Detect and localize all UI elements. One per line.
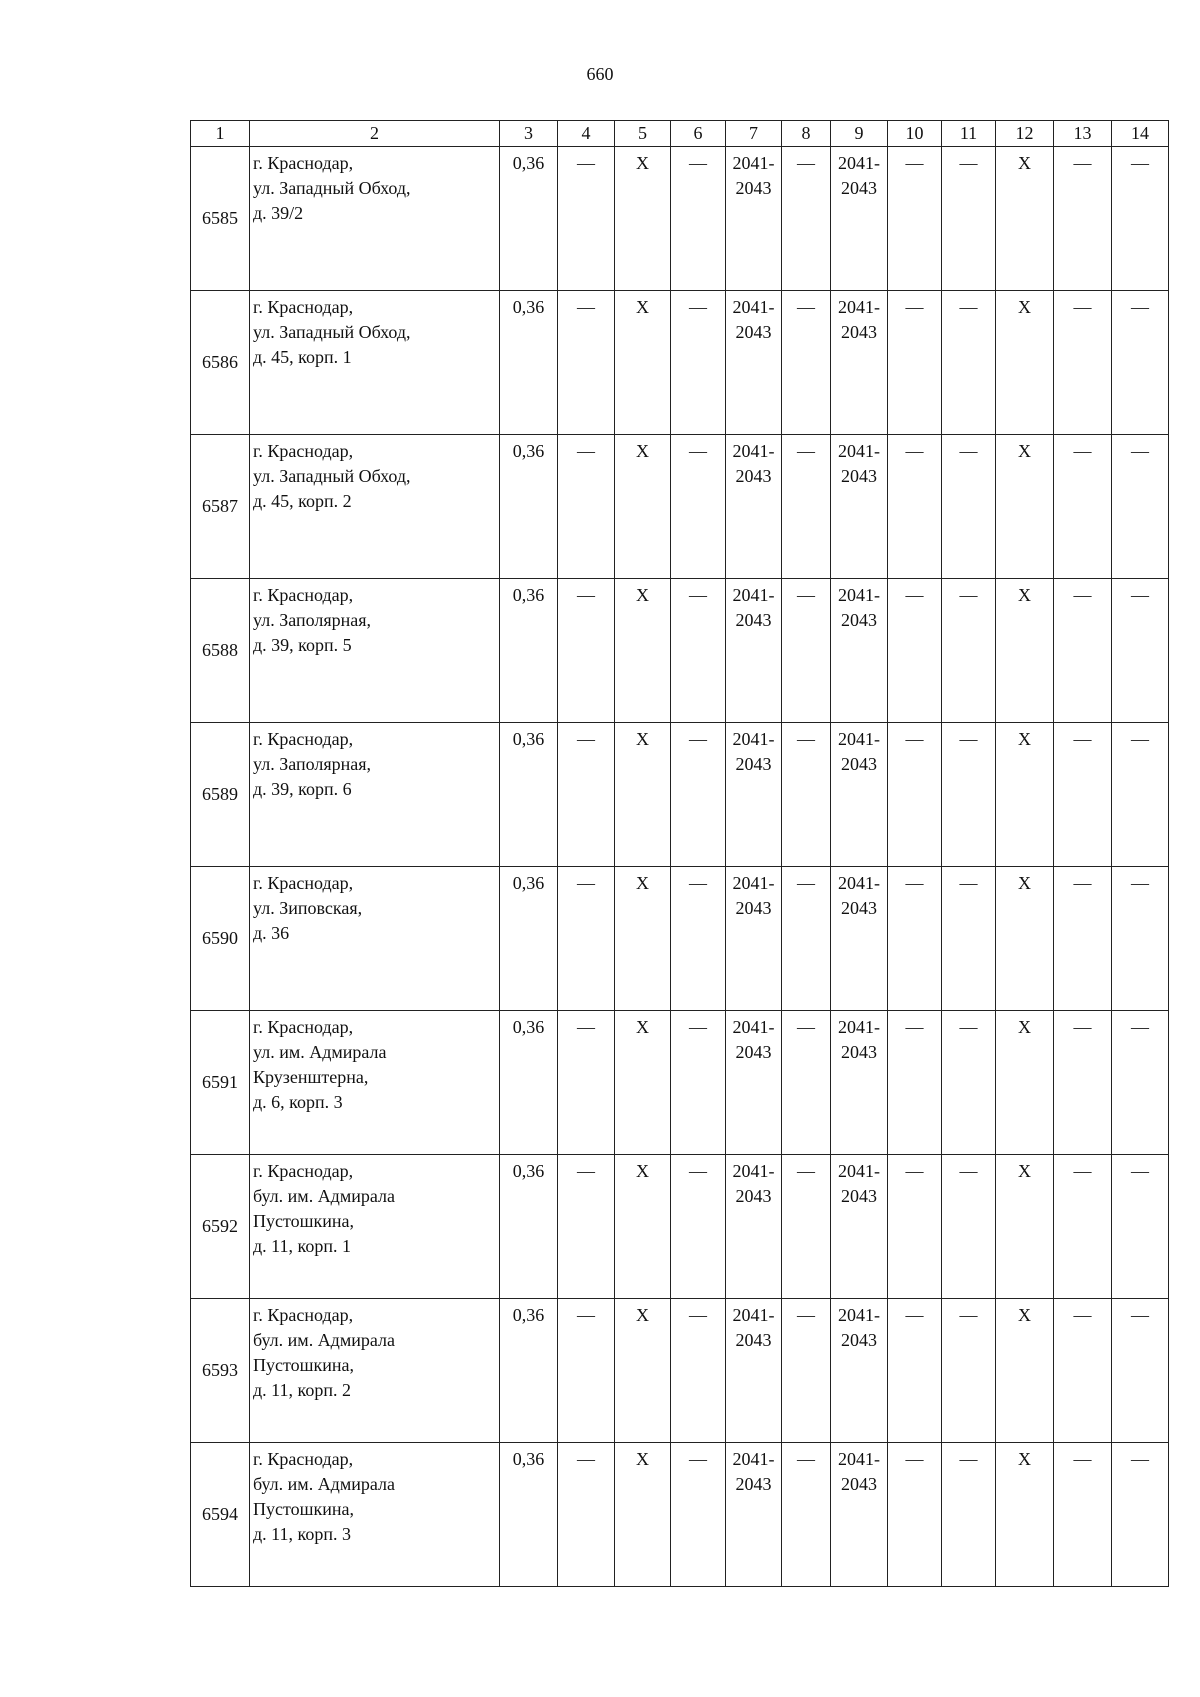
cell-col-7 [726,723,782,867]
year-range-part: 2041- [838,153,880,173]
cell-col-13: — [1054,867,1112,1011]
address-cell [250,579,500,723]
year-range-part: 2043 [841,322,877,342]
year-range-part: 2043 [841,1474,877,1494]
cell-col-5: Х [615,147,671,291]
cell-col-3: 0,36 [500,147,558,291]
year-range-part: 2041- [838,873,880,893]
table-body [191,147,1169,1587]
cell-col-5: Х [615,1443,671,1587]
year-range-part: 2041- [838,297,880,317]
column-header-1: 1 [191,121,250,147]
year-range-part: 2043 [841,1330,877,1350]
cell-col-5: Х [615,867,671,1011]
cell-col-3: 0,36 [500,867,558,1011]
cell-col-12: Х [996,291,1054,435]
year-range-part: 2043 [841,754,877,774]
cell-col-11: — [942,1443,996,1587]
cell-col-5: Х [615,1155,671,1299]
cell-col-9 [831,1443,888,1587]
cell-col-13: — [1054,579,1112,723]
cell-col-10: — [888,723,942,867]
cell-col-11: — [942,1299,996,1443]
cell-col-4: — [558,1011,615,1155]
year-range-part: 2043 [841,1042,877,1062]
year-range-part: 2043 [841,610,877,630]
cell-col-9 [831,723,888,867]
cell-col-14: — [1112,147,1169,291]
cell-col-13: — [1054,723,1112,867]
cell-col-9 [831,867,888,1011]
registry-table [190,120,1169,1587]
cell-col-9 [831,1011,888,1155]
year-range-part: 2041- [838,1161,880,1181]
address-line: г. Краснодар, [253,1305,354,1325]
address-line: д. 45, корп. 2 [253,491,352,511]
cell-col-11: — [942,867,996,1011]
cell-col-8: — [782,1011,831,1155]
table-row [191,147,1169,291]
cell-col-6: — [671,147,726,291]
column-header-6: 6 [671,121,726,147]
cell-col-12: Х [996,435,1054,579]
cell-col-6: — [671,1443,726,1587]
cell-col-12: Х [996,1011,1054,1155]
column-header-14: 14 [1112,121,1169,147]
cell-col-10: — [888,1155,942,1299]
cell-col-13: — [1054,1011,1112,1155]
cell-col-4: — [558,867,615,1011]
cell-col-11: — [942,1011,996,1155]
year-range-part: 2041- [732,1449,775,1469]
cell-col-5: Х [615,723,671,867]
year-range-part: 2043 [735,466,772,486]
cell-col-4: — [558,1155,615,1299]
row-number: 6594 [191,1443,250,1587]
row-number: 6589 [191,723,250,867]
address-line: ул. Заполярная, [253,610,372,630]
year-range-part: 2041- [838,585,880,605]
cell-col-5: Х [615,291,671,435]
cell-col-7 [726,1155,782,1299]
cell-col-8: — [782,1155,831,1299]
row-number: 6592 [191,1155,250,1299]
address-line: д. 39, корп. 6 [253,779,352,799]
year-range-part: 2041- [732,297,775,317]
cell-col-14: — [1112,1443,1169,1587]
cell-col-8: — [782,147,831,291]
address-line: г. Краснодар, [253,441,354,461]
address-cell [250,147,500,291]
year-range-part: 2043 [735,754,772,774]
cell-col-6: — [671,1011,726,1155]
cell-col-12: Х [996,147,1054,291]
address-line: г. Краснодар, [253,873,354,893]
year-range-part: 2043 [841,178,877,198]
cell-col-11: — [942,723,996,867]
address-line: д. 39/2 [253,203,304,223]
address-line: д. 6, корп. 3 [253,1092,343,1112]
row-number: 6590 [191,867,250,1011]
cell-col-11: — [942,435,996,579]
column-header-4: 4 [558,121,615,147]
year-range-part: 2043 [841,466,877,486]
cell-col-11: — [942,1155,996,1299]
cell-col-12: Х [996,723,1054,867]
cell-col-5: Х [615,579,671,723]
address-line: бул. им. Адмирала [253,1186,395,1206]
year-range-part: 2043 [735,1474,772,1494]
year-range-part: 2043 [735,610,772,630]
row-number: 6591 [191,1011,250,1155]
year-range-part: 2041- [732,1161,775,1181]
address-line: бул. им. Адмирала [253,1330,395,1350]
cell-col-7 [726,579,782,723]
address-cell [250,867,500,1011]
table-row [191,1011,1169,1155]
row-number: 6585 [191,147,250,291]
address-line: Крузенштерна, [253,1067,369,1087]
address-line: бул. им. Адмирала [253,1474,395,1494]
year-range-part: 2041- [732,1305,775,1325]
cell-col-3: 0,36 [500,1443,558,1587]
year-range-part: 2041- [838,441,880,461]
table-row [191,435,1169,579]
cell-col-11: — [942,147,996,291]
cell-col-3: 0,36 [500,1299,558,1443]
cell-col-9 [831,147,888,291]
address-line: г. Краснодар, [253,1017,354,1037]
cell-col-4: — [558,291,615,435]
column-header-9: 9 [831,121,888,147]
row-number: 6588 [191,579,250,723]
address-cell [250,291,500,435]
year-range-part: 2043 [735,898,772,918]
year-range-part: 2043 [735,1042,772,1062]
table-row [191,867,1169,1011]
cell-col-3: 0,36 [500,1155,558,1299]
year-range-part: 2041- [732,441,775,461]
cell-col-5: Х [615,1299,671,1443]
cell-col-5: Х [615,435,671,579]
cell-col-7 [726,1011,782,1155]
cell-col-10: — [888,1443,942,1587]
cell-col-9 [831,291,888,435]
address-line: ул. Зиповская, [253,898,363,918]
address-cell [250,1011,500,1155]
row-number: 6593 [191,1299,250,1443]
address-line: д. 45, корп. 1 [253,347,352,367]
cell-col-9 [831,1299,888,1443]
year-range-part: 2043 [735,178,772,198]
address-line: ул. Западный Обход, [253,178,411,198]
year-range-part: 2041- [838,1305,880,1325]
cell-col-13: — [1054,147,1112,291]
address-line: г. Краснодар, [253,297,354,317]
address-line: д. 11, корп. 3 [253,1524,351,1544]
column-header-7: 7 [726,121,782,147]
address-line: ул. Западный Обход, [253,466,411,486]
cell-col-4: — [558,723,615,867]
cell-col-3: 0,36 [500,579,558,723]
cell-col-6: — [671,1155,726,1299]
table-row [191,1443,1169,1587]
column-header-13: 13 [1054,121,1112,147]
cell-col-6: — [671,435,726,579]
address-line: Пустошкина, [253,1211,354,1231]
column-header-8: 8 [782,121,831,147]
cell-col-3: 0,36 [500,291,558,435]
cell-col-13: — [1054,1443,1112,1587]
cell-col-7 [726,435,782,579]
cell-col-3: 0,36 [500,723,558,867]
address-cell [250,435,500,579]
cell-col-8: — [782,579,831,723]
cell-col-8: — [782,435,831,579]
cell-col-5: Х [615,1011,671,1155]
year-range-part: 2041- [732,729,775,749]
address-line: ул. Заполярная, [253,754,372,774]
cell-col-10: — [888,867,942,1011]
cell-col-4: — [558,1443,615,1587]
year-range-part: 2043 [735,1330,772,1350]
cell-col-13: — [1054,1299,1112,1443]
cell-col-10: — [888,147,942,291]
cell-col-8: — [782,1299,831,1443]
year-range-part: 2041- [732,1017,775,1037]
column-header-12: 12 [996,121,1054,147]
year-range-part: 2043 [841,1186,877,1206]
cell-col-7 [726,147,782,291]
cell-col-8: — [782,867,831,1011]
year-range-part: 2043 [735,1186,772,1206]
address-cell [250,1299,500,1443]
year-range-part: 2041- [732,873,775,893]
cell-col-12: Х [996,579,1054,723]
year-range-part: 2041- [838,1017,880,1037]
cell-col-6: — [671,291,726,435]
address-cell [250,1155,500,1299]
cell-col-11: — [942,291,996,435]
address-line: Пустошкина, [253,1499,354,1519]
address-line: ул. им. Адмирала [253,1042,387,1062]
year-range-part: 2041- [838,1449,880,1469]
cell-col-6: — [671,723,726,867]
cell-col-14: — [1112,1299,1169,1443]
cell-col-13: — [1054,291,1112,435]
address-line: г. Краснодар, [253,729,354,749]
table-row [191,1299,1169,1443]
row-number: 6586 [191,291,250,435]
address-line: г. Краснодар, [253,153,354,173]
column-header-10: 10 [888,121,942,147]
address-line: г. Краснодар, [253,1161,354,1181]
cell-col-14: — [1112,723,1169,867]
year-range-part: 2041- [732,585,775,605]
cell-col-8: — [782,1443,831,1587]
cell-col-10: — [888,1011,942,1155]
page-number: 660 [586,64,614,84]
cell-col-9 [831,579,888,723]
cell-col-14: — [1112,579,1169,723]
cell-col-4: — [558,435,615,579]
cell-col-10: — [888,435,942,579]
table-row [191,291,1169,435]
year-range-part: 2043 [735,322,772,342]
year-range-part: 2043 [841,898,877,918]
cell-col-12: Х [996,1299,1054,1443]
table-row [191,579,1169,723]
cell-col-14: — [1112,1011,1169,1155]
address-line: ул. Западный Обход, [253,322,411,342]
cell-col-12: Х [996,1155,1054,1299]
cell-col-8: — [782,291,831,435]
cell-col-14: — [1112,1155,1169,1299]
cell-col-6: — [671,867,726,1011]
address-line: д. 11, корп. 2 [253,1380,351,1400]
year-range-part: 2041- [838,729,880,749]
cell-col-9 [831,435,888,579]
cell-col-6: — [671,1299,726,1443]
address-line: д. 36 [253,923,290,943]
column-header-11: 11 [942,121,996,147]
cell-col-7 [726,291,782,435]
table-row [191,1155,1169,1299]
row-number: 6587 [191,435,250,579]
address-cell [250,723,500,867]
cell-col-13: — [1054,1155,1112,1299]
table-row [191,723,1169,867]
cell-col-13: — [1054,435,1112,579]
cell-col-14: — [1112,291,1169,435]
cell-col-12: Х [996,867,1054,1011]
column-header-2: 2 [250,121,500,147]
cell-col-7 [726,867,782,1011]
address-line: д. 39, корп. 5 [253,635,352,655]
address-line: г. Краснодар, [253,1449,354,1469]
address-line: г. Краснодар, [253,585,354,605]
address-line: Пустошкина, [253,1355,354,1375]
address-line: д. 11, корп. 1 [253,1236,351,1256]
cell-col-6: — [671,579,726,723]
cell-col-3: 0,36 [500,1011,558,1155]
year-range-part: 2041- [732,153,775,173]
cell-col-14: — [1112,435,1169,579]
cell-col-3: 0,36 [500,435,558,579]
address-cell [250,1443,500,1587]
cell-col-14: — [1112,867,1169,1011]
cell-col-12: Х [996,1443,1054,1587]
cell-col-7 [726,1443,782,1587]
column-header-3: 3 [500,121,558,147]
column-header-5: 5 [615,121,671,147]
cell-col-7 [726,1299,782,1443]
cell-col-10: — [888,291,942,435]
cell-col-4: — [558,579,615,723]
header-row [191,121,1169,147]
cell-col-10: — [888,579,942,723]
cell-col-9 [831,1155,888,1299]
cell-col-4: — [558,1299,615,1443]
cell-col-11: — [942,579,996,723]
cell-col-4: — [558,147,615,291]
cell-col-8: — [782,723,831,867]
cell-col-10: — [888,1299,942,1443]
